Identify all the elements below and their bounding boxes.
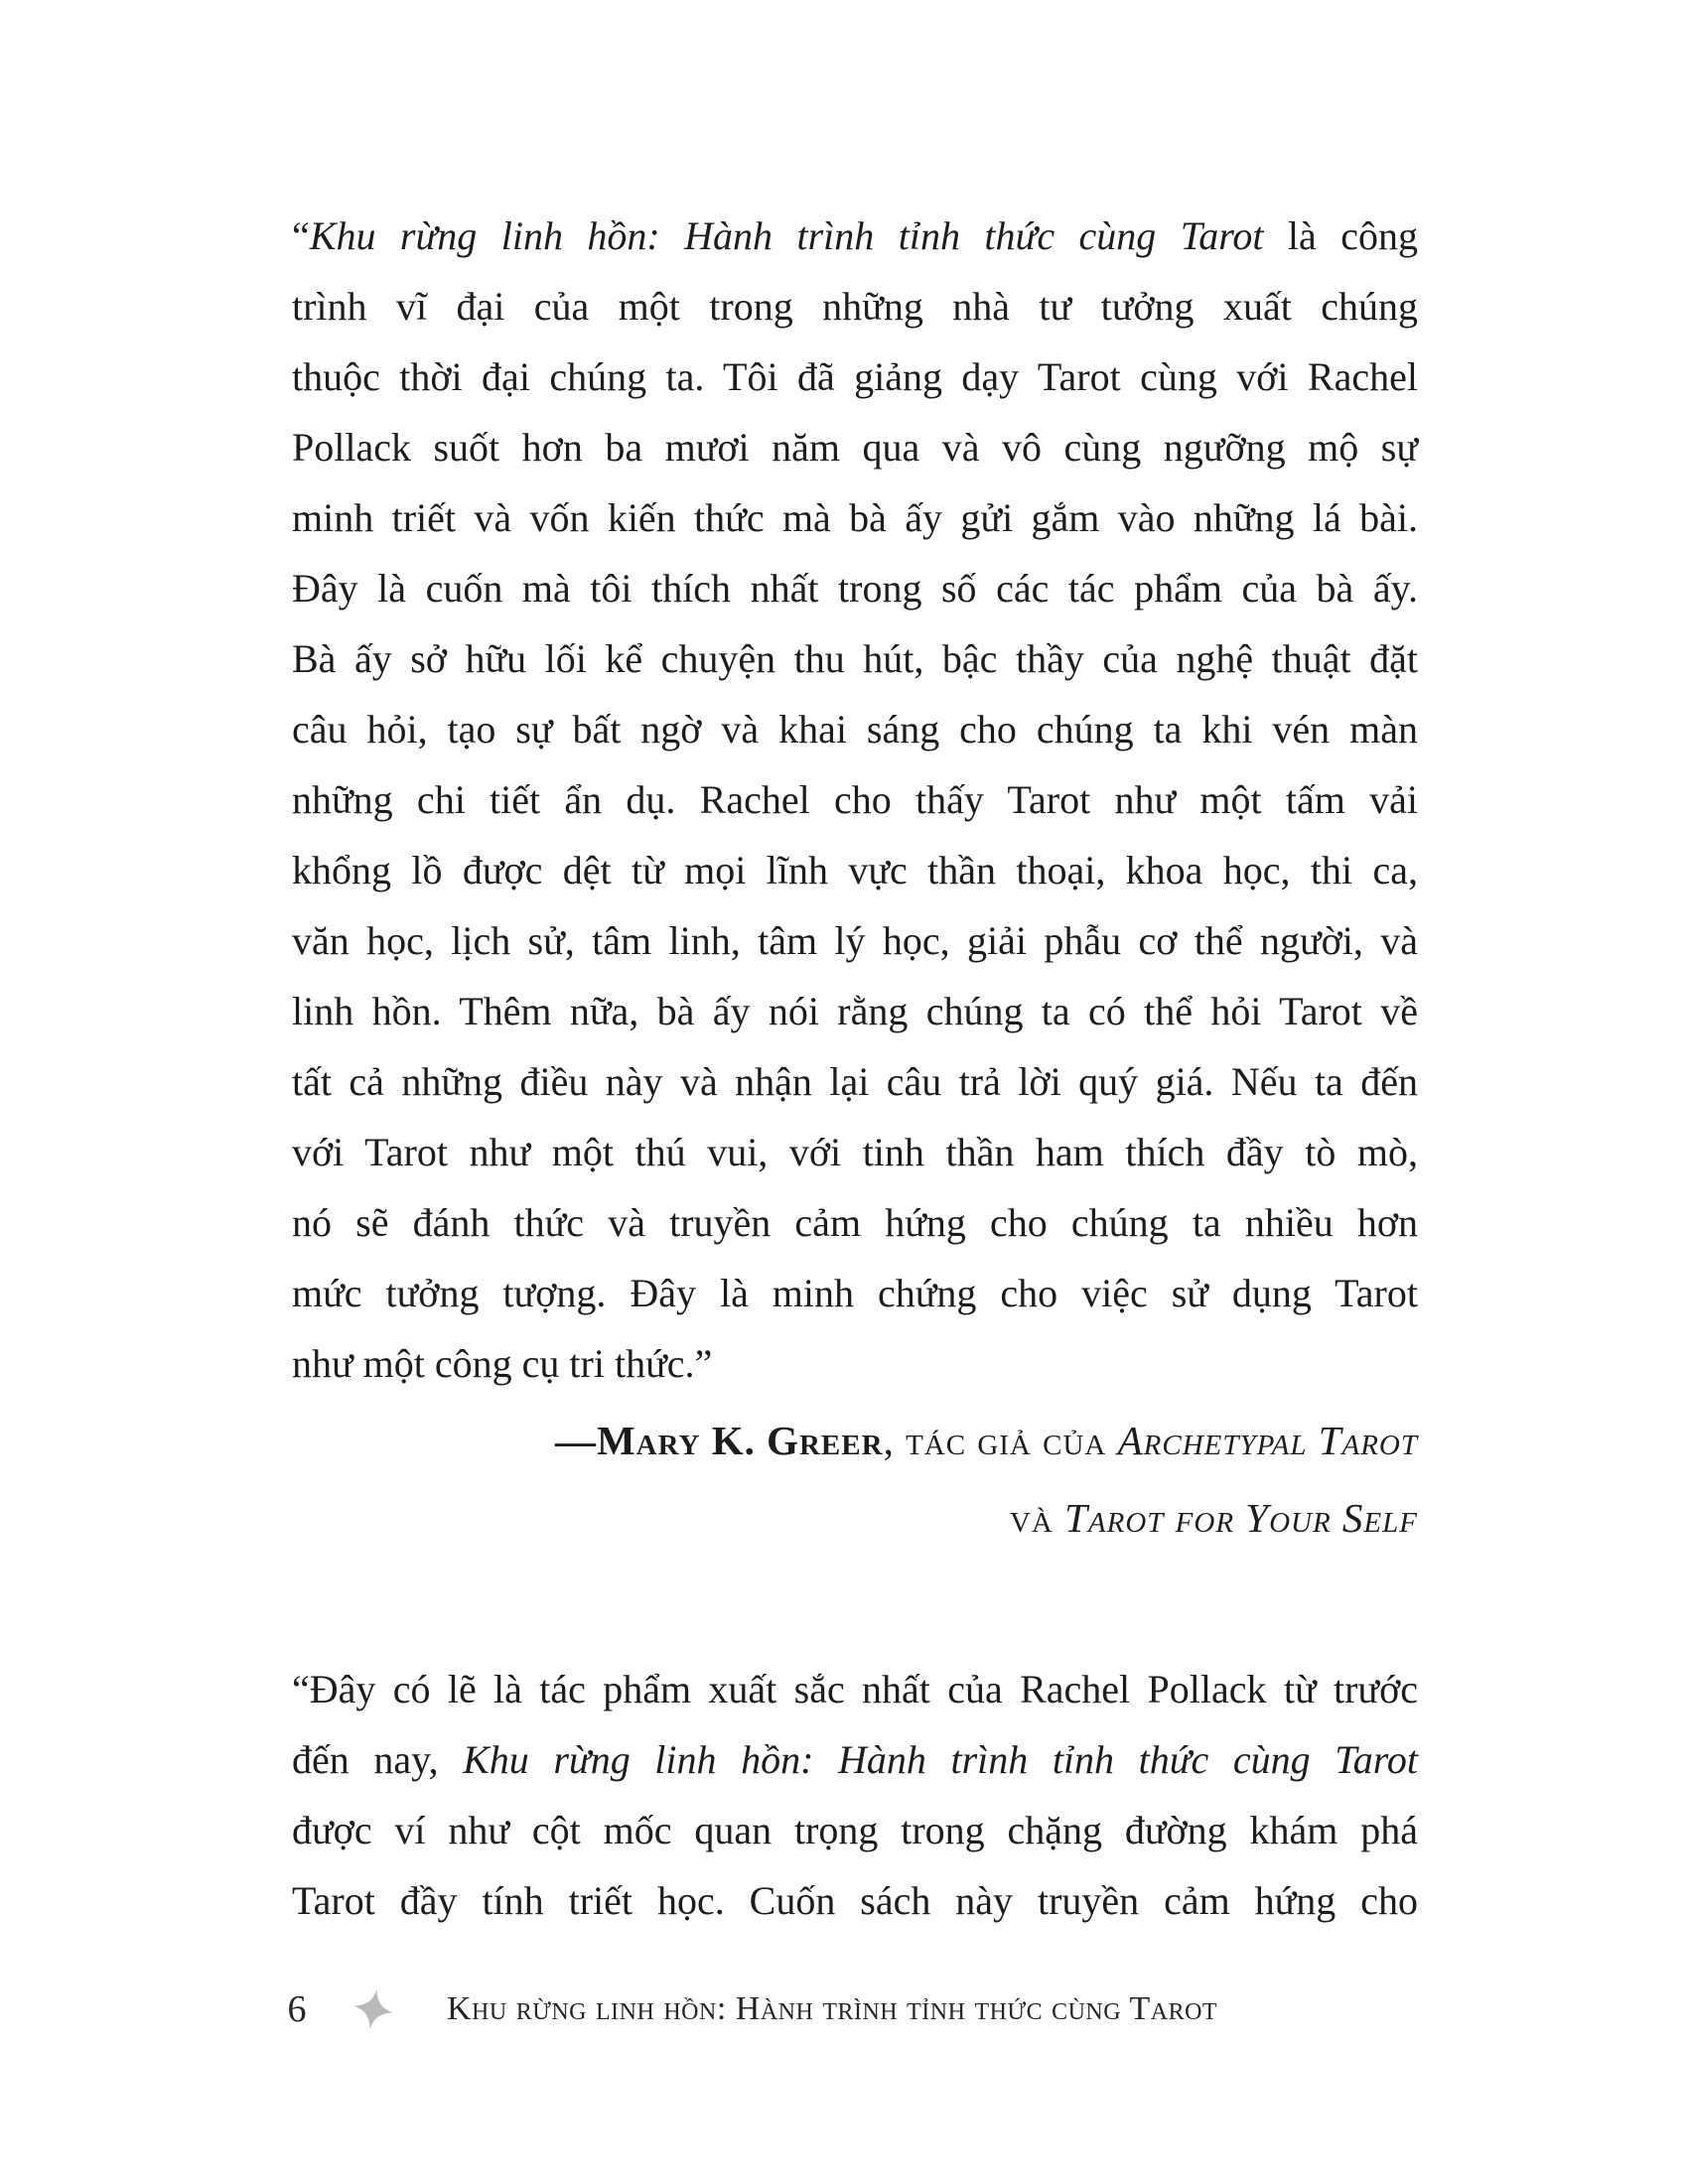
text-run: minh triết và vốn kiến thức mà bà ấy gửi gắm vào những lá bài. [292,495,1418,540]
text-run: Bà ấy sở hữu lối kể chuyện thu hút, bậc thầy của nghệ thuật đặt [292,636,1418,681]
text-run: “ [292,213,310,258]
quote-line [292,623,1418,694]
cited-book-title: Archetypal Tarot [1117,1418,1418,1463]
text-run: , tác giả của [883,1418,1118,1463]
author-name: Mary K. Greer [596,1418,884,1463]
quote-line [292,905,1418,976]
text-run: mức tưởng tượng. Đây là minh chứng cho việc sử dụng Tarot [292,1271,1418,1315]
text-run: linh hồn. Thêm nữa, bà ấy nói rằng chúng ta có thể hỏi Tarot về [292,989,1418,1033]
cited-book-title: Tarot for Your Self [1064,1495,1418,1541]
text-run: văn học, lịch sử, tâm linh, tâm lý học, giải phẫu cơ thể người, và [292,918,1418,963]
book-title-italic: Khu rừng linh hồn: Hành trình tỉnh thức cùng Tarot [309,213,1264,258]
quote-line [292,201,1418,271]
book-title-italic: Khu rừng linh hồn: Hành trình tỉnh thức cùng Tarot [463,1737,1418,1782]
quote-line [292,482,1418,553]
sparkle-star-icon [353,1986,393,2032]
text-run: là công [1263,213,1418,258]
text-run: khổng lồ được dệt từ mọi lĩnh vực thần thoại, khoa học, thi ca, [292,848,1418,892]
text-run: trình vĩ đại của một trong những nhà tư tưởng xuất chúng [292,284,1418,329]
quote-line [292,1795,1418,1865]
testimonial-quote-1 [292,201,1418,1399]
text-run: thuộc thời đại chúng ta. Tôi đã giảng dạy Tarot cùng với Rachel [292,354,1418,399]
quote-line [292,764,1418,835]
attribution-line-1 [292,1402,1418,1479]
text-run: được ví như cột mốc quan trọng trong chặng đường khám phá [292,1808,1418,1852]
text-run: Tarot đầy tính triết học. Cuốn sách này truyền cảm hứng cho [292,1878,1418,1923]
text-run: như một công cụ tri thức.” [292,1341,713,1386]
testimonial-quote-2 [292,1654,1418,1936]
quote-line [292,694,1418,764]
quote-line [292,412,1418,482]
quote-line [292,341,1418,412]
quote-line [292,1187,1418,1258]
text-run: “Đây có lẽ là tác phẩm xuất sắc nhất của Rachel Pollack từ trước [292,1667,1418,1711]
quote-attribution [292,1402,1418,1557]
quote-line [292,271,1418,341]
text-run: với Tarot như một thú vui, với tinh thần ham thích đầy tò mò, [292,1130,1418,1174]
text-run: nó sẽ đánh thức và truyền cảm hứng cho chúng ta nhiều hơn [292,1200,1418,1245]
text-run: đến nay, [292,1737,464,1782]
quote-line [292,1865,1418,1936]
quote-line [292,976,1418,1046]
quote-line [292,1117,1418,1187]
text-run: Đây là cuốn mà tôi thích nhất trong số các tác phẩm của bà ấy. [292,566,1418,611]
quote-line [292,1258,1418,1328]
quote-line [292,835,1418,905]
text-run: tất cả những điều này và nhận lại câu trả lời quý giá. Nếu ta đến [292,1059,1418,1104]
quote-line [292,1328,1418,1399]
quote-line [292,1724,1418,1795]
text-run: và [1009,1495,1065,1541]
attribution-line-2 [292,1479,1418,1557]
quote-line [292,1046,1418,1117]
sparkle-star-shape [351,1986,396,2032]
running-title: Khu rừng linh hồn: Hành trình tỉnh thức cùng Tarot [447,1990,1218,2027]
text-run: — [554,1418,597,1463]
text-run: câu hỏi, tạo sự bất ngờ và khai sáng cho chúng ta khi vén màn [292,707,1418,751]
page-footer [280,1981,1217,2037]
text-run: Pollack suốt hơn ba mươi năm qua và vô cùng ngưỡng mộ sự [292,425,1418,470]
text-run: những chi tiết ẩn dụ. Rachel cho thấy Tarot như một tấm vải [292,777,1418,822]
page-number: 6 [287,1988,307,2030]
quote-line [292,1654,1418,1724]
quote-line [292,553,1418,623]
